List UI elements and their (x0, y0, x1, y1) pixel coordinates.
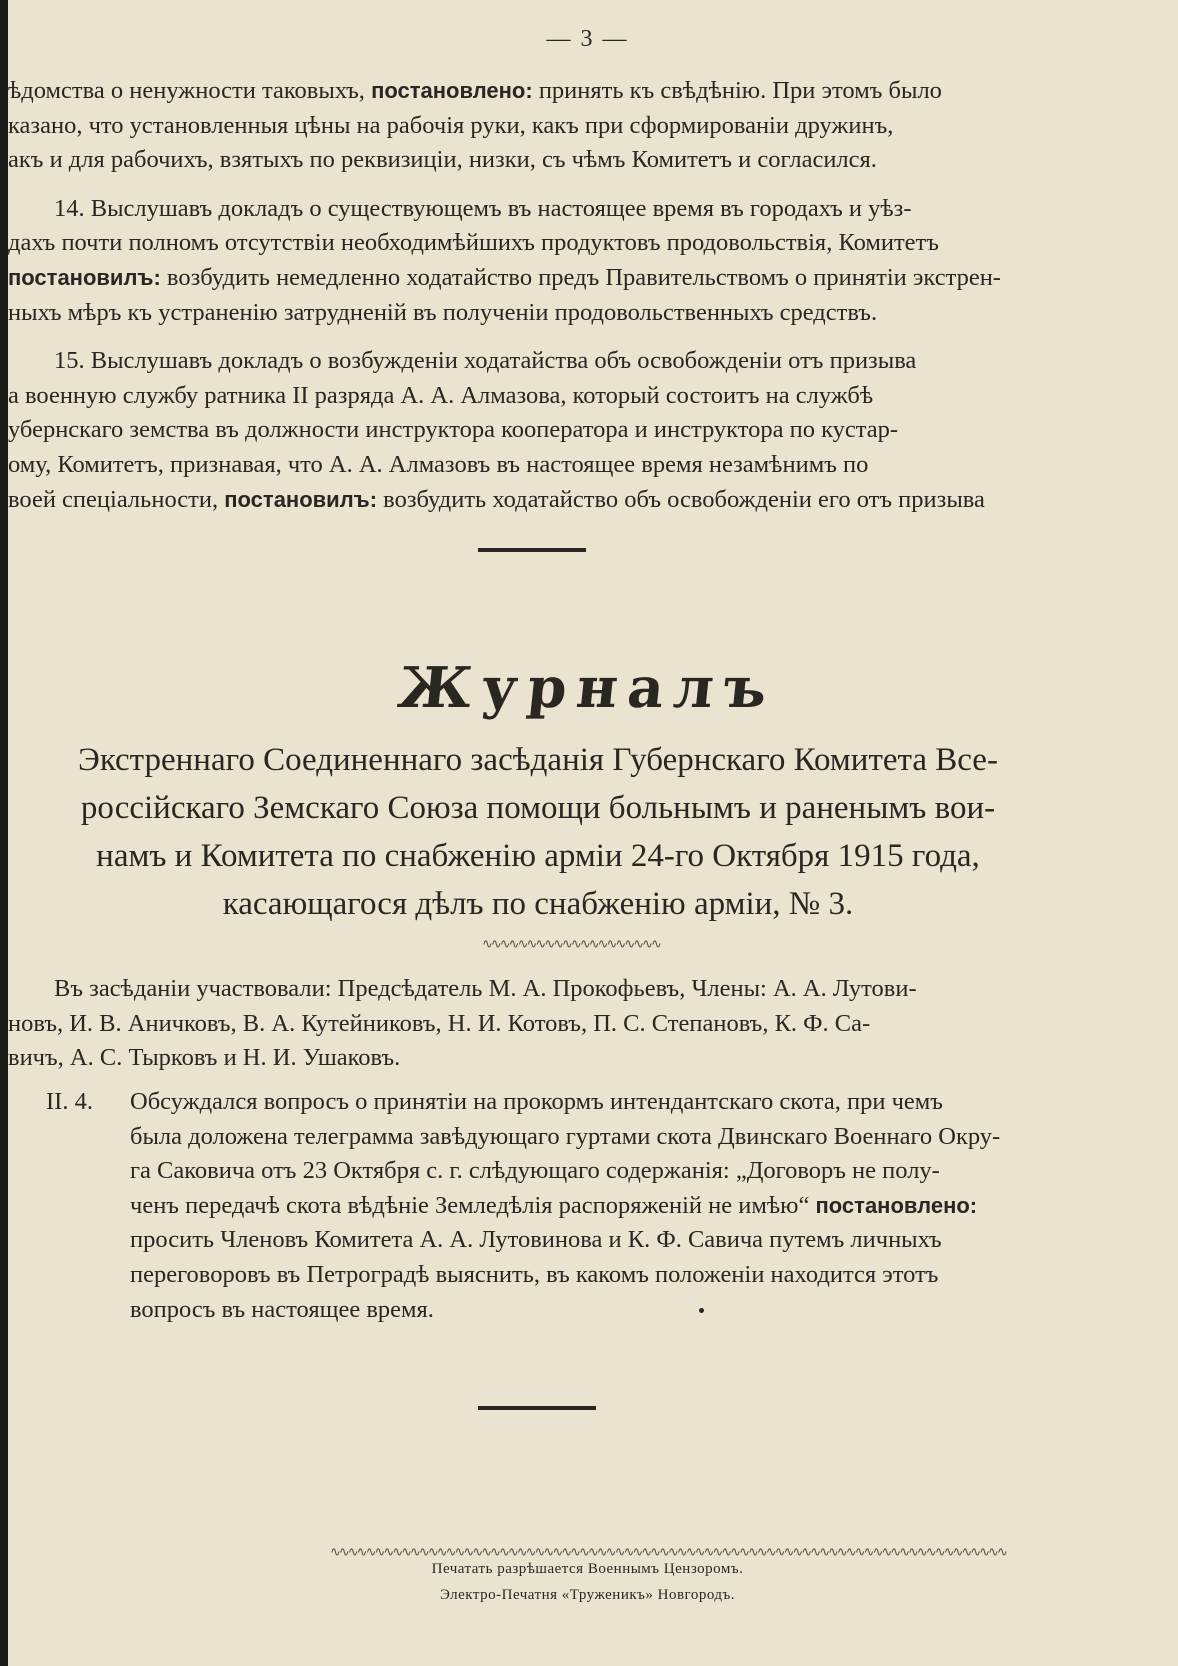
attendance-line: новъ, И. В. Аничковъ, В. А. Кутейниковъ, Н. И. Котовъ, П. С. Степановъ, К. Ф. Са- (8, 1009, 871, 1037)
paragraph-line: 14. Выслушавъ докладъ о существующемъ въ настоящее время въ городахъ и уѣз- (54, 194, 912, 222)
paragraph-line: ому, Комитетъ, признавая, что А. А. Алмазовъ въ настоящее время незамѣнимъ по (8, 450, 869, 478)
binding-edge (0, 0, 8, 1666)
attendance-line: вичъ, А. С. Тырковъ и Н. И. Ушаковъ. (8, 1044, 401, 1072)
paragraph-line: ѣдомства о ненужности таковыхъ, постановлено: принять къ свѣдѣнію. При этомъ было (8, 77, 942, 104)
subtitle-line: намъ и Комитета по снабженію арміи 24-го Октября 1915 года, (96, 838, 980, 874)
journal-title: Журналъ (394, 655, 781, 721)
section-divider (478, 1406, 596, 1410)
paragraph-line: 15. Выслушавъ докладъ о возбужденіи ходатайства объ освобожденіи отъ призыва (54, 347, 917, 375)
minutes-continuation (8, 74, 1068, 531)
resolution-keyword: постановилъ: (8, 264, 161, 290)
item-line: ченъ передачѣ скота вѣдѣніе Земледѣлія распоряженій не имѣю“ постановлено: (130, 1191, 978, 1219)
agenda-item (46, 1085, 1076, 1327)
stray-dot (699, 1308, 704, 1313)
item-line: переговоровъ въ Петроградѣ выяснить, въ какомъ положеніи находится этотъ (130, 1260, 939, 1288)
journal-subtitle (8, 736, 1068, 928)
paragraph-line: а военную службу ратника II разряда А. А. Алмазова, который состоитъ на службѣ (8, 381, 874, 409)
item-text (130, 1085, 1076, 1327)
printer-line: Электро-Печатня «Труженикъ» Новгородъ. (439, 1587, 736, 1603)
paragraph-line: воей спеціальности, постановилъ: возбудить ходатайство объ освобожденіи его отъ призыва (8, 485, 985, 513)
subtitle-line: россійскаго Земскаго Союза помощи больнымъ и раненымъ вои- (80, 790, 996, 826)
resolution-keyword: постановилъ: (224, 486, 378, 512)
item-line: га Саковича отъ 23 Октября с. г. слѣдующаго содержанія: „Договоръ не полу- (130, 1157, 940, 1185)
subtitle-line: Экстреннаго Соединеннаго засѣданія Губернскаго Комитета Все- (78, 742, 998, 778)
item-line: вопросъ въ настоящее время. (130, 1295, 434, 1323)
paragraph-14 (8, 192, 1068, 330)
paragraph-line: казано, что установленныя цѣны на рабочія руки, какъ при сформированіи дружинъ, (8, 111, 894, 139)
paragraph-15 (8, 344, 1068, 517)
item-line: Обсуждался вопросъ о принятіи на прокормъ интендантскаго скота, при чемъ (130, 1088, 943, 1115)
attendance-paragraph (8, 972, 1073, 1076)
paragraph-line: ныхъ мѣръ къ устраненію затрудненій въ полученіи продовольственныхъ средствъ. (8, 298, 878, 326)
resolution-keyword: постановлено: (371, 78, 533, 103)
wave-ornament: ∿∿∿∿∿∿∿∿∿∿∿∿∿∿∿∿∿∿∿∿∿∿∿∿∿∿∿∿∿∿∿∿∿∿∿∿∿∿∿∿∿∿∿∿∿∿∿∿∿∿∿∿∿∿∿∿∿∿∿∿∿∿∿∿∿∿∿∿∿∿∿∿∿∿∿∿ (330, 1545, 1006, 1560)
imprint (0, 1556, 1175, 1608)
attendance-line: Въ засѣданіи участвовали: Предсѣдатель М. А. Прокофьевъ, Члены: А. А. Лутови- (54, 975, 917, 1002)
section-divider (478, 548, 586, 552)
item-line: просить Членовъ Комитета А. А. Лутовинова и К. Ф. Савича путемъ личныхъ (130, 1226, 942, 1254)
censor-line: Печатать разрѣшается Военнымъ Цензоромъ. (431, 1561, 744, 1577)
item-number: II. 4. (46, 1088, 93, 1115)
subtitle-line: касающагося дѣлъ по снабженію арміи, № 3. (222, 886, 854, 922)
wave-ornament: ∿∿∿∿∿∿∿∿∿∿∿∿∿∿∿∿∿∿∿∿ (482, 937, 660, 952)
page-number: — 3 — (546, 26, 629, 52)
item-line: была доложена телеграмма завѣдующаго гуртами скота Двинскаго Военнаго Окру- (130, 1122, 1001, 1150)
resolution-keyword: постановлено: (815, 1192, 978, 1218)
paragraph-13 (8, 74, 1068, 178)
paragraph-line: постановилъ: возбудить немедленно ходатайство предъ Правительствомъ о принятіи экстрен- (8, 263, 1001, 291)
paragraph-line: акъ и для рабочихъ, взятыхъ по реквизиціи, низки, съ чѣмъ Комитетъ и согласился. (8, 146, 877, 174)
paragraph-line: дахъ почти полномъ отсутствіи необходимѣйшихъ продуктовъ продовольствія, Комитетъ (8, 229, 939, 257)
paragraph-line: убернскаго земства въ должности инструктора кооператора и инструктора по кустар- (8, 416, 899, 444)
